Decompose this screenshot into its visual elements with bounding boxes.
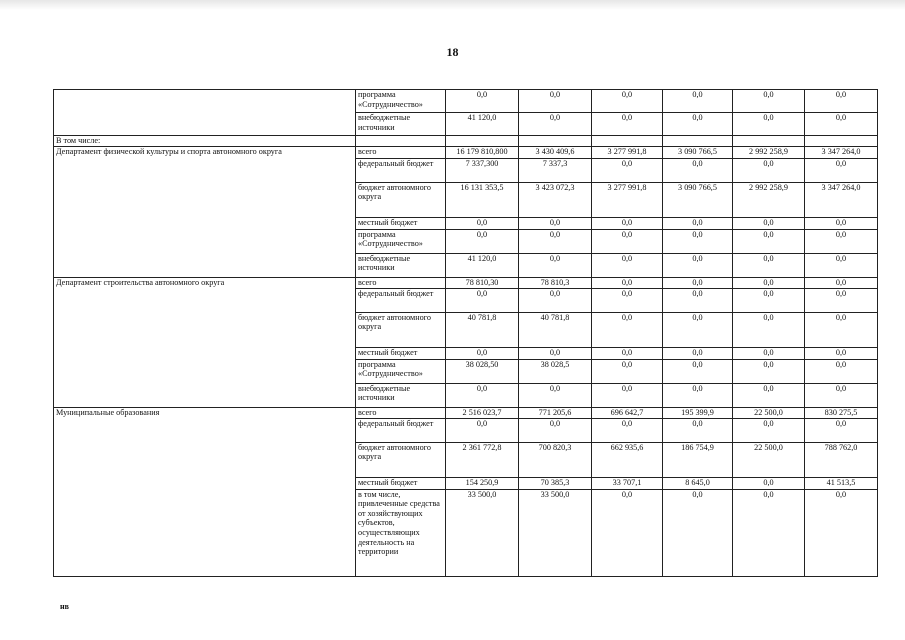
value-cell: 7 337,3	[519, 158, 592, 182]
value-cell: 0,0	[805, 158, 878, 182]
value-cell: 78 810,3	[519, 277, 592, 288]
value-cell: 0,0	[592, 312, 663, 347]
value-cell: 0,0	[592, 277, 663, 288]
value-cell: 0,0	[805, 253, 878, 277]
value-cell: 788 762,0	[805, 442, 878, 477]
value-cell: 0,0	[805, 229, 878, 253]
value-cell: 0,0	[805, 90, 878, 113]
value-cell: 16 179 810,800	[446, 146, 519, 158]
funding-source-cell: местный бюджет	[356, 217, 446, 229]
value-cell: 33 500,0	[519, 489, 592, 576]
value-cell: 0,0	[519, 347, 592, 359]
value-cell: 186 754,9	[663, 442, 733, 477]
value-cell: 0,0	[663, 217, 733, 229]
funding-source-cell: в том числе, привлеченные средства от хозяйствующих субъектов, осуществляющих деятельность на территории	[356, 489, 446, 576]
value-cell: 38 028,5	[519, 359, 592, 383]
value-cell: 830 275,5	[805, 407, 878, 418]
budget-table	[53, 89, 878, 577]
value-cell: 22 500,0	[733, 442, 805, 477]
value-cell: 7 337,300	[446, 158, 519, 182]
value-cell: 0,0	[733, 229, 805, 253]
value-cell: 0,0	[805, 113, 878, 136]
value-cell: 0,0	[805, 288, 878, 312]
value-cell: 70 385,3	[519, 477, 592, 489]
value-cell: 16 131 353,5	[446, 182, 519, 217]
funding-source-cell: внебюджетные источники	[356, 383, 446, 407]
value-cell: 40 781,8	[446, 312, 519, 347]
funding-source-cell: внебюджетные источники	[356, 253, 446, 277]
funding-source-cell: всего	[356, 407, 446, 418]
value-cell: 22 500,0	[733, 407, 805, 418]
funding-source-cell: бюджет автономного округа	[356, 182, 446, 217]
funding-source-cell: бюджет автономного округа	[356, 442, 446, 477]
value-cell: 0,0	[519, 229, 592, 253]
value-cell: 0,0	[663, 277, 733, 288]
page-number: 18	[446, 45, 459, 59]
value-cell: 0,0	[446, 90, 519, 113]
value-cell: 0,0	[733, 312, 805, 347]
value-cell: 0,0	[592, 229, 663, 253]
value-cell: 0,0	[805, 217, 878, 229]
value-cell: 33 707,1	[592, 477, 663, 489]
value-cell: 78 810,30	[446, 277, 519, 288]
table-row	[54, 136, 878, 147]
value-cell: 40 781,8	[519, 312, 592, 347]
value-cell: 2 992 258,9	[733, 182, 805, 217]
funding-source-cell: федеральный бюджет	[356, 158, 446, 182]
value-cell: 0,0	[805, 312, 878, 347]
funding-source-cell: программа «Сотрудничество»	[356, 90, 446, 113]
funding-source-cell	[356, 136, 446, 147]
value-cell: 0,0	[519, 383, 592, 407]
department-cell: В том числе:	[54, 136, 356, 147]
value-cell: 0,0	[592, 90, 663, 113]
value-cell: 700 820,3	[519, 442, 592, 477]
value-cell: 3 090 766,5	[663, 182, 733, 217]
value-cell: 3 277 991,8	[592, 182, 663, 217]
value-cell: 0,0	[663, 383, 733, 407]
value-cell: 0,0	[446, 217, 519, 229]
value-cell: 0,0	[733, 418, 805, 442]
table-row	[54, 146, 878, 158]
value-cell: 154 250,9	[446, 477, 519, 489]
value-cell: 0,0	[446, 229, 519, 253]
value-cell	[519, 136, 592, 147]
value-cell: 0,0	[592, 418, 663, 442]
value-cell: 0,0	[805, 489, 878, 576]
value-cell: 41 120,0	[446, 113, 519, 136]
value-cell: 0,0	[733, 288, 805, 312]
footer-mark: нв	[60, 602, 69, 611]
value-cell: 771 205,6	[519, 407, 592, 418]
department-cell: Департамент физической культуры и спорта автономного округа	[54, 146, 356, 277]
value-cell: 0,0	[733, 277, 805, 288]
value-cell	[592, 136, 663, 147]
value-cell: 0,0	[446, 347, 519, 359]
value-cell: 0,0	[663, 359, 733, 383]
value-cell: 3 347 264,0	[805, 182, 878, 217]
value-cell: 3 423 072,3	[519, 182, 592, 217]
department-cell	[54, 90, 356, 136]
value-cell: 0,0	[663, 253, 733, 277]
value-cell: 0,0	[519, 288, 592, 312]
value-cell: 0,0	[592, 253, 663, 277]
value-cell: 3 347 264,0	[805, 146, 878, 158]
value-cell: 0,0	[519, 217, 592, 229]
funding-source-cell: программа «Сотрудничество»	[356, 229, 446, 253]
value-cell: 0,0	[663, 312, 733, 347]
value-cell: 662 935,6	[592, 442, 663, 477]
value-cell: 8 645,0	[663, 477, 733, 489]
value-cell: 0,0	[733, 217, 805, 229]
value-cell: 0,0	[733, 253, 805, 277]
value-cell: 0,0	[733, 383, 805, 407]
value-cell: 696 642,7	[592, 407, 663, 418]
value-cell: 38 028,50	[446, 359, 519, 383]
value-cell: 0,0	[592, 158, 663, 182]
value-cell: 0,0	[733, 158, 805, 182]
value-cell: 3 430 409,6	[519, 146, 592, 158]
funding-source-cell: всего	[356, 146, 446, 158]
funding-source-cell: внебюджетные источники	[356, 113, 446, 136]
value-cell: 0,0	[733, 347, 805, 359]
value-cell: 0,0	[663, 489, 733, 576]
value-cell: 0,0	[519, 418, 592, 442]
value-cell: 0,0	[663, 288, 733, 312]
department-cell: Департамент строительства автономного округа	[54, 277, 356, 407]
value-cell: 0,0	[733, 90, 805, 113]
funding-source-cell: местный бюджет	[356, 347, 446, 359]
value-cell: 0,0	[592, 288, 663, 312]
value-cell: 0,0	[592, 347, 663, 359]
funding-source-cell: всего	[356, 277, 446, 288]
value-cell: 0,0	[519, 113, 592, 136]
funding-source-cell: бюджет автономного округа	[356, 312, 446, 347]
value-cell: 0,0	[663, 90, 733, 113]
value-cell: 0,0	[663, 418, 733, 442]
value-cell: 0,0	[592, 217, 663, 229]
budget-table-body	[54, 90, 878, 577]
value-cell: 2 992 258,9	[733, 146, 805, 158]
value-cell: 0,0	[592, 113, 663, 136]
value-cell	[663, 136, 733, 147]
value-cell: 0,0	[733, 113, 805, 136]
value-cell: 0,0	[519, 253, 592, 277]
value-cell: 0,0	[519, 90, 592, 113]
value-cell: 41 120,0	[446, 253, 519, 277]
funding-source-cell: федеральный бюджет	[356, 288, 446, 312]
value-cell	[446, 136, 519, 147]
funding-source-cell: программа «Сотрудничество»	[356, 359, 446, 383]
value-cell: 0,0	[733, 489, 805, 576]
value-cell: 0,0	[592, 359, 663, 383]
value-cell: 3 090 766,5	[663, 146, 733, 158]
value-cell	[733, 136, 805, 147]
value-cell: 195 399,9	[663, 407, 733, 418]
funding-source-cell: федеральный бюджет	[356, 418, 446, 442]
value-cell: 0,0	[446, 383, 519, 407]
value-cell: 0,0	[733, 359, 805, 383]
table-row	[54, 407, 878, 418]
value-cell: 0,0	[663, 347, 733, 359]
value-cell: 41 513,5	[805, 477, 878, 489]
department-cell: Муниципальные образования	[54, 407, 356, 576]
value-cell: 3 277 991,8	[592, 146, 663, 158]
value-cell: 0,0	[805, 347, 878, 359]
table-row	[54, 90, 878, 113]
value-cell: 0,0	[446, 418, 519, 442]
table-row	[54, 277, 878, 288]
value-cell: 0,0	[805, 277, 878, 288]
value-cell: 0,0	[663, 158, 733, 182]
funding-source-cell: местный бюджет	[356, 477, 446, 489]
value-cell: 2 516 023,7	[446, 407, 519, 418]
value-cell: 0,0	[805, 418, 878, 442]
value-cell: 0,0	[446, 288, 519, 312]
value-cell: 0,0	[663, 113, 733, 136]
value-cell: 0,0	[733, 477, 805, 489]
value-cell: 0,0	[805, 359, 878, 383]
value-cell: 0,0	[663, 229, 733, 253]
value-cell: 0,0	[592, 489, 663, 576]
value-cell: 33 500,0	[446, 489, 519, 576]
value-cell: 0,0	[592, 383, 663, 407]
value-cell	[805, 136, 878, 147]
value-cell: 2 361 772,8	[446, 442, 519, 477]
scan-edge	[0, 0, 905, 10]
value-cell: 0,0	[805, 383, 878, 407]
